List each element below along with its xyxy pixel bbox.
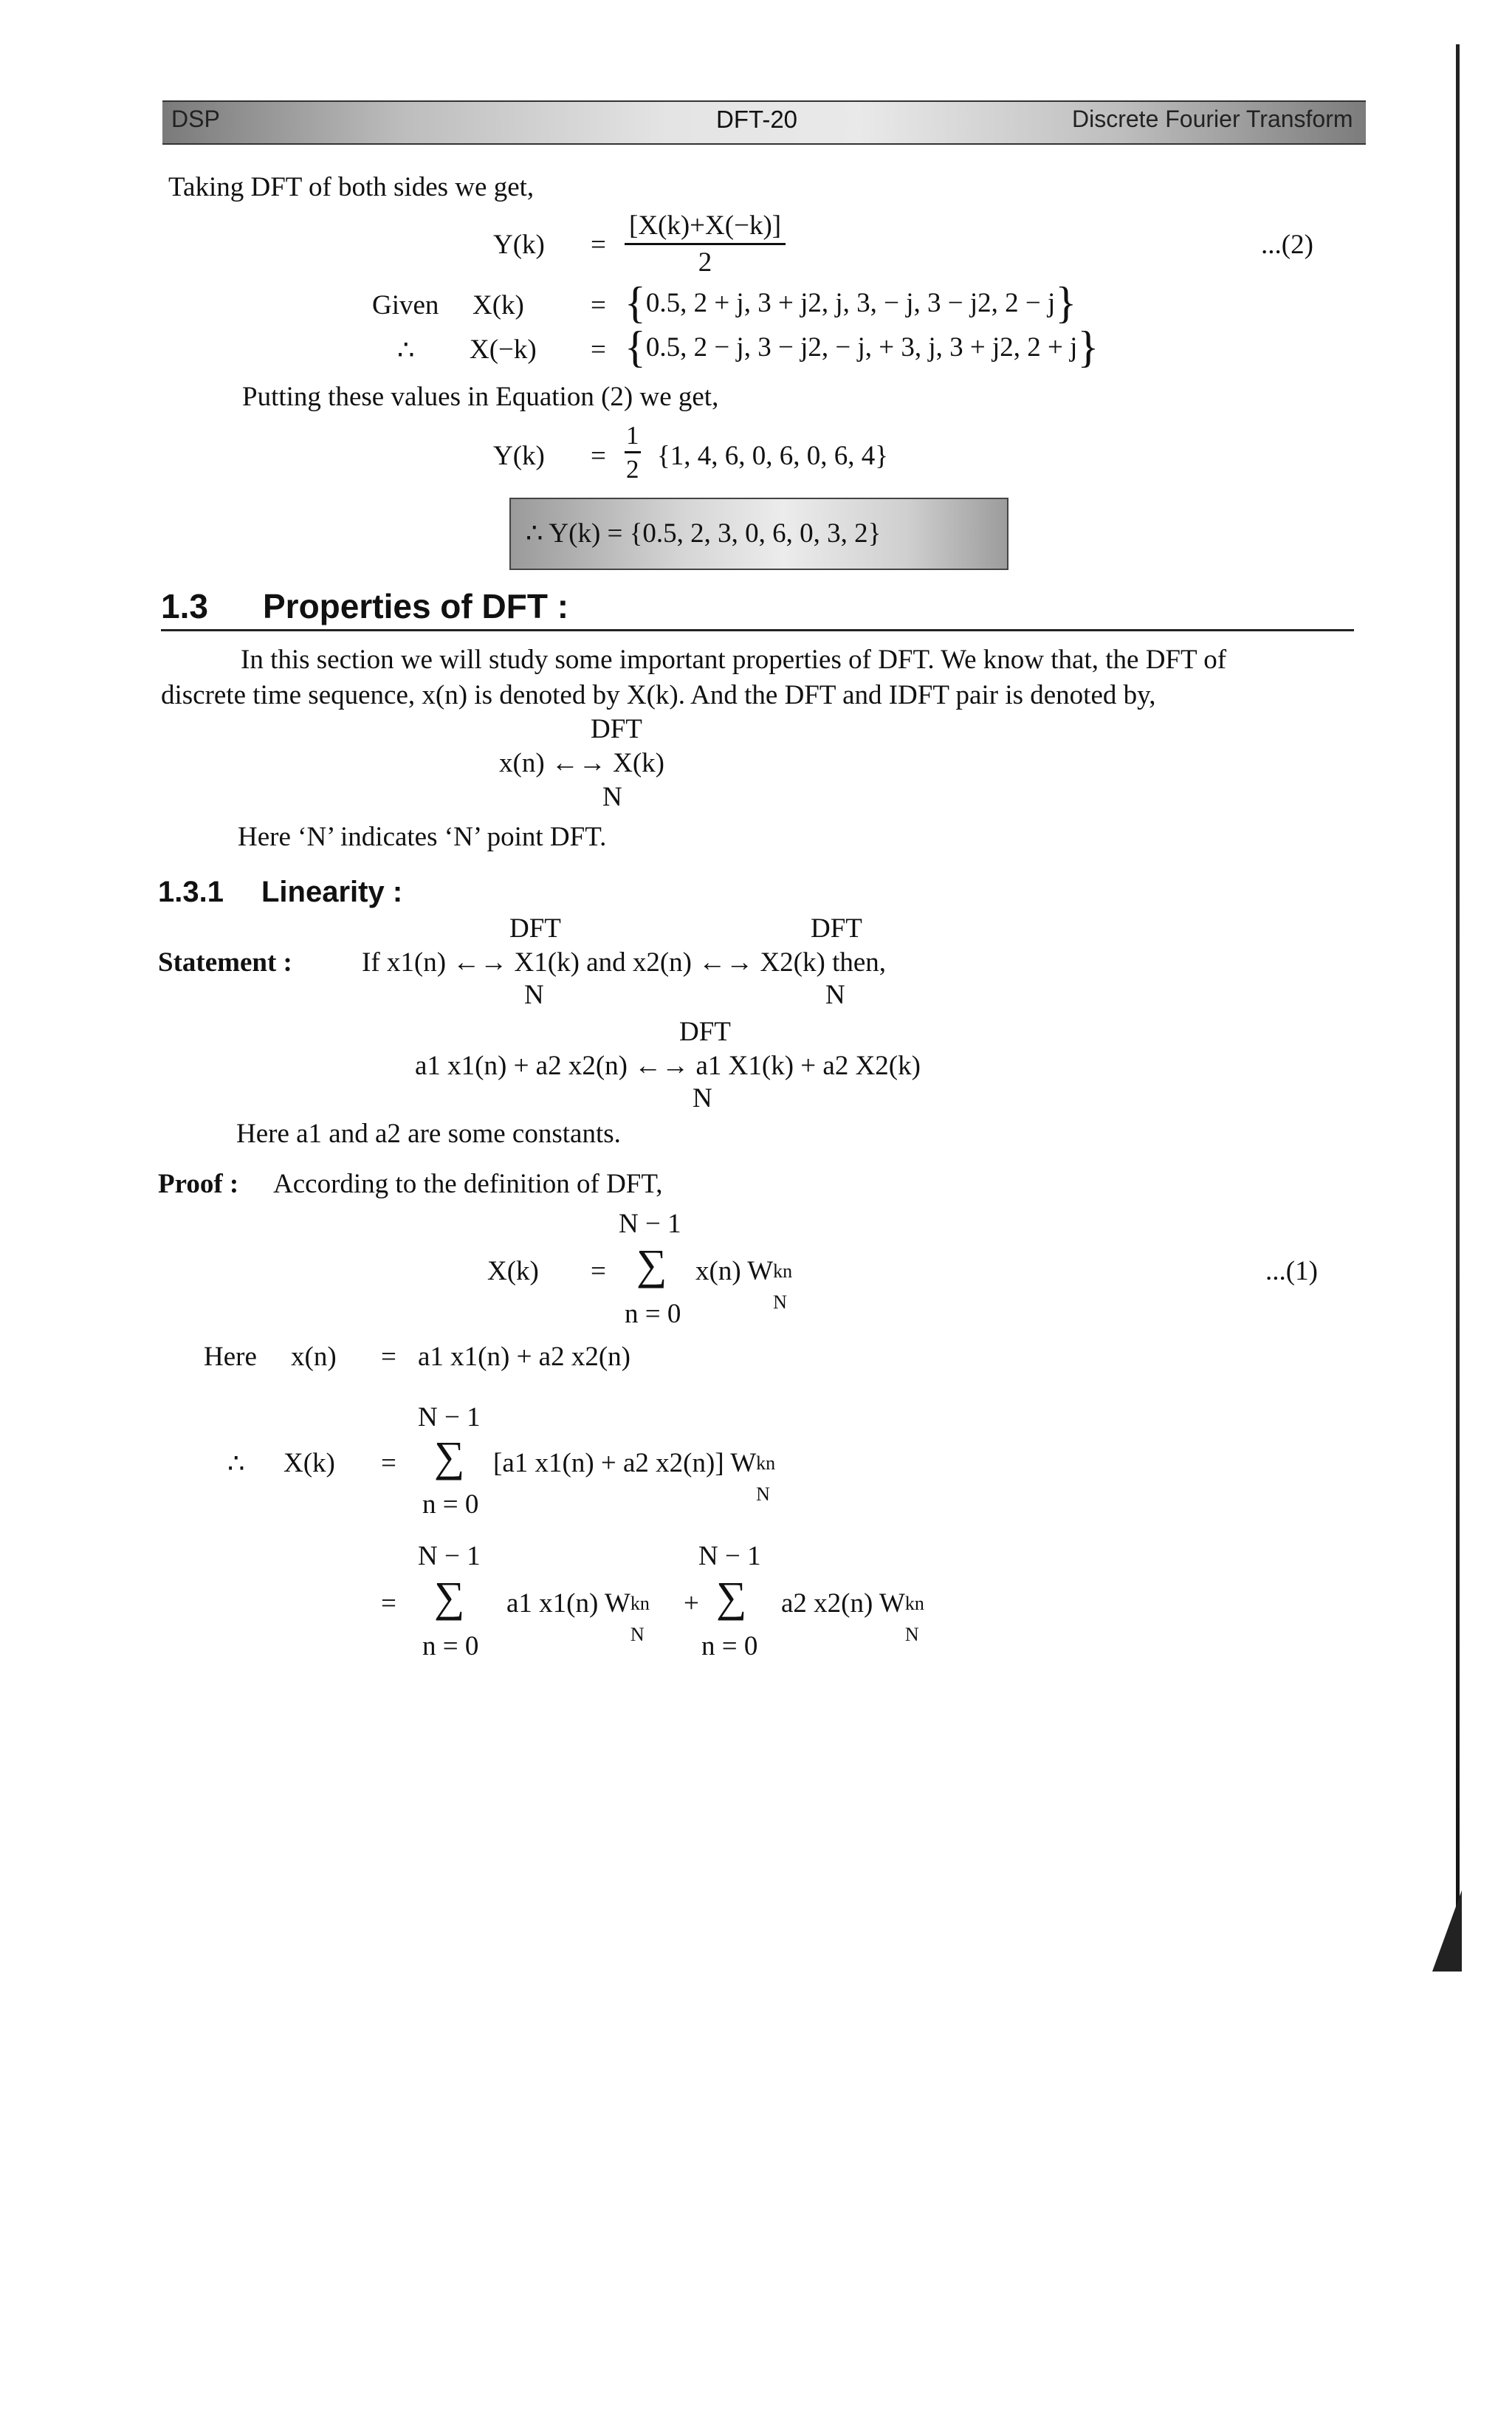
header-center: DFT-20 (716, 106, 798, 133)
eq2-numerator: [X(k)+X(−k)] (625, 210, 786, 245)
eq2-tag: ...(2) (1261, 230, 1313, 260)
constants-text: Here a1 and a2 are some constants. (236, 1119, 621, 1149)
step2-sigma-2: ∑ (716, 1573, 747, 1621)
section-rule (161, 629, 1354, 631)
para-line-2: discrete time sequence, x(n) is denoted by X(k). And the DFT and IDFT pair is denoted by, (161, 680, 1156, 710)
statement-line: If x1(n) ←→ X1(k) and x2(n) ←→ X2(k) then, (362, 947, 887, 978)
pair-expression: x(n) ←→ X(k) (499, 748, 665, 778)
step1-therefore: ∴ (227, 1449, 245, 1479)
step2-sup-2: kn (904, 1593, 924, 1614)
binding-edge-line (1456, 44, 1460, 1949)
yk-fraction (625, 421, 641, 484)
statement-label: Statement : (158, 947, 292, 978)
binding-edge-shadow (1432, 1890, 1462, 1972)
step2-summand-1-text: a1 x1(n) W (506, 1588, 630, 1619)
step2-summand-1 (506, 1588, 660, 1645)
step2-sub-2: N (904, 1624, 919, 1645)
eq2-equals: = (591, 230, 606, 260)
result-text: ∴ Y(k) = {0.5, 2, 3, 0, 6, 0, 3, 2} (526, 518, 882, 549)
proof-sup: kn (773, 1260, 793, 1282)
step2-sub-1: N (630, 1624, 645, 1645)
step2-lower-1: n = 0 (422, 1631, 479, 1661)
step1-lower: n = 0 (422, 1489, 479, 1520)
proof-upper: N − 1 (619, 1209, 681, 1239)
here-x-label: Here (204, 1342, 257, 1372)
step2-summand-2-text: a2 x2(n) W (781, 1588, 905, 1619)
statement-line-2: a1 x1(n) + a2 x2(n) ←→ a1 X1(k) + a2 X2(k) (415, 1051, 921, 1081)
yk-denominator: 2 (626, 455, 639, 484)
proof-sigma: ∑ (636, 1240, 667, 1288)
here-x-equals: = (381, 1342, 396, 1372)
given-set: {0.5, 2 + j, 3 + j2, j, 3, − j, 3 − j2, 2 − j} (625, 278, 1077, 327)
given-label: Given (372, 290, 439, 320)
proof-sub: N (773, 1291, 787, 1313)
pair-dft-label: DFT (591, 714, 642, 744)
proof-lhs: X(k) (487, 1256, 539, 1286)
proof-lower: n = 0 (625, 1299, 681, 1329)
pair-n-label: N (602, 782, 622, 812)
step2-upper-1: N − 1 (418, 1541, 481, 1571)
step2-sigma-1: ∑ (434, 1573, 465, 1621)
statement-n-2: N (825, 980, 845, 1010)
statement-dft-1: DFT (509, 913, 561, 944)
subsection-number: 1.3.1 (158, 876, 224, 908)
proof-tag: ...(1) (1265, 1256, 1318, 1286)
step2-summand-2 (781, 1588, 935, 1645)
here-x-lhs: x(n) (291, 1342, 337, 1372)
yk-value: {1, 4, 6, 0, 6, 0, 6, 4} (657, 441, 889, 471)
header-right: Discrete Fourier Transform (1072, 106, 1353, 132)
header-left: DSP (171, 106, 220, 132)
yk-numerator: 1 (625, 421, 641, 453)
statement-dft-2: DFT (811, 913, 862, 944)
step2-sup-1: kn (630, 1593, 650, 1614)
proof-summand-text: x(n) W (695, 1256, 774, 1286)
given-value: 0.5, 2 + j, 3 + j2, j, 3, − j, 3 − j2, 2 − j (645, 288, 1056, 318)
therefore-lhs: X(−k) (470, 334, 537, 365)
statement-dft-3: DFT (679, 1017, 731, 1047)
step2-upper-2: N − 1 (698, 1541, 761, 1571)
step1-equals: = (381, 1448, 396, 1478)
proof-text: According to the definition of DFT, (273, 1169, 663, 1199)
proof-label: Proof : (158, 1169, 239, 1199)
yk-equals: = (591, 441, 606, 471)
section-number: 1.3 (161, 587, 208, 625)
therefore-set: {0.5, 2 − j, 3 − j2, − j, + 3, j, 3 + j2, 2 + j} (625, 323, 1099, 371)
eq2-fraction (625, 210, 786, 278)
yk-lhs: Y(k) (493, 441, 545, 471)
step1-lhs: X(k) (284, 1448, 335, 1478)
eq2-lhs: Y(k) (493, 230, 545, 260)
given-equals: = (591, 290, 606, 320)
eq2-denominator: 2 (698, 247, 712, 278)
step2-lower-2: n = 0 (701, 1631, 758, 1661)
putting-text: Putting these values in Equation (2) we get, (242, 382, 719, 412)
proof-equals: = (591, 1256, 606, 1286)
step1-sigma: ∑ (434, 1432, 465, 1480)
statement-n-3: N (693, 1083, 712, 1113)
intro-text: Taking DFT of both sides we get, (168, 172, 535, 202)
therefore-value: 0.5, 2 − j, 3 − j2, − j, + 3, j, 3 + j2, 2 + j (645, 332, 1078, 363)
step1-summand-text: [a1 x1(n) + a2 x2(n)] W (493, 1448, 757, 1478)
given-lhs: X(k) (472, 290, 524, 320)
proof-summand (695, 1255, 803, 1313)
para-line-1: In this section we will study some important properties of DFT. We know that, the DFT of (241, 645, 1227, 675)
therefore-symbol: ∴ (397, 335, 415, 366)
here-n-text: Here ‘N’ indicates ‘N’ point DFT. (238, 822, 607, 852)
step1-sup: kn (756, 1452, 776, 1474)
step2-equals: = (381, 1588, 396, 1619)
statement-n-1: N (524, 980, 544, 1010)
step2-plus: + (684, 1588, 699, 1619)
here-x-rhs: a1 x1(n) + a2 x2(n) (418, 1342, 630, 1372)
section-title: Properties of DFT : (263, 587, 569, 625)
subsection-title: Linearity : (261, 876, 403, 908)
therefore-equals: = (591, 334, 606, 365)
step1-upper: N − 1 (418, 1402, 481, 1432)
step1-sub: N (756, 1483, 770, 1505)
step1-summand (493, 1447, 786, 1505)
